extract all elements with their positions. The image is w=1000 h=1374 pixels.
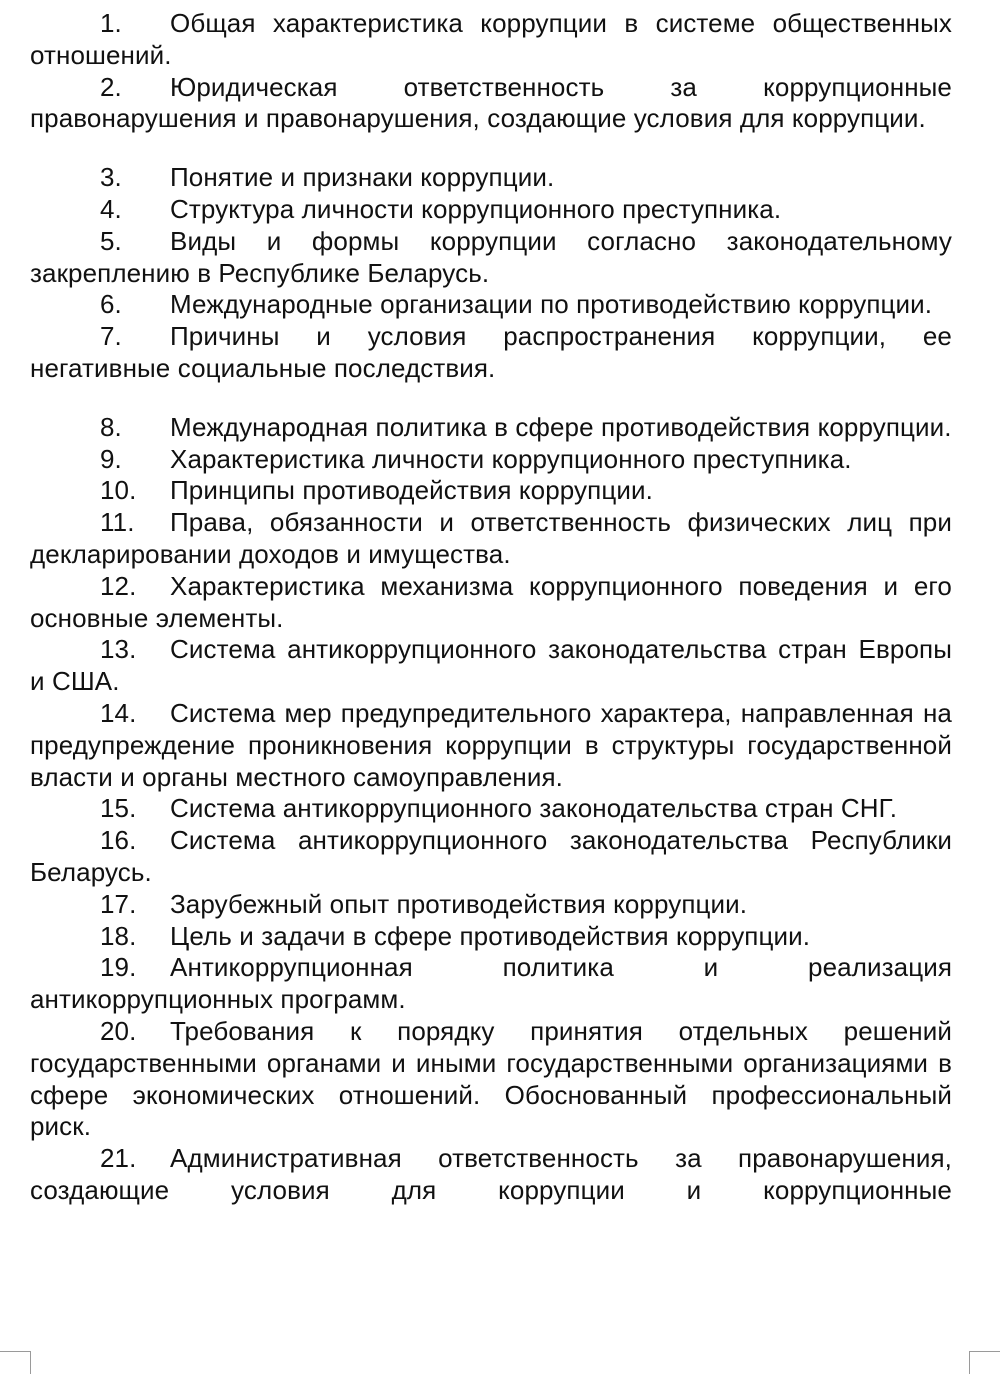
item-number: 9. <box>100 443 122 474</box>
item-text: Международные организации по противодействию коррупции. <box>170 289 933 320</box>
item-number: 19. <box>100 952 137 983</box>
list-item <box>30 571 952 635</box>
item-text: Система антикоррупционного законодательства стран Европы и США. <box>30 634 952 697</box>
item-number: 6. <box>100 289 122 320</box>
list-item <box>30 921 952 953</box>
item-text: Причины и условия распространения коррупции, ее негативные социальные последствия. <box>30 321 952 383</box>
item-number: 12. <box>100 570 137 601</box>
list-item <box>30 507 952 571</box>
item-number: 11. <box>100 507 135 538</box>
item-number: 4. <box>100 193 122 224</box>
item-text: Административная ответственность за правонарушения, создающие условия для коррупции и коррупционные <box>30 1143 952 1205</box>
item-number: 7. <box>100 321 122 352</box>
item-number: 5. <box>100 225 122 256</box>
item-text: Требования к порядку принятия отдельных решений государственными органами и иными государственными организациями в сфере экономических отношений. Обоснованный профессиональный риск. <box>30 1015 952 1142</box>
list-item <box>30 321 952 385</box>
list-item <box>30 194 952 226</box>
item-text: Характеристика механизма коррупционного поведения и его основные элементы. <box>30 570 952 633</box>
item-text: Международная политика в сфере противодействия коррупции. <box>170 411 952 442</box>
item-number: 8. <box>100 411 122 442</box>
list-item <box>30 793 952 825</box>
item-number: 21. <box>100 1143 137 1174</box>
item-text: Принципы противодействия коррупции. <box>170 475 653 506</box>
page-corner-mark-left <box>0 1351 31 1374</box>
question-list <box>30 8 952 1207</box>
item-text: Виды и формы коррупции согласно законодательному закреплению в Республике Беларусь. <box>30 225 952 288</box>
item-text: Понятие и признаки коррупции. <box>170 162 555 193</box>
list-item <box>30 1016 952 1143</box>
item-text: Характеристика личности коррупционного преступника. <box>170 443 852 474</box>
list-item <box>30 226 952 290</box>
list-item <box>30 825 952 889</box>
item-number: 15. <box>100 793 137 824</box>
item-text: Система антикоррупционного законодательства стран СНГ. <box>170 793 898 824</box>
list-item <box>30 412 952 444</box>
item-text: Система антикоррупционного законодательства Республики Беларусь. <box>30 825 952 887</box>
list-item <box>30 162 952 194</box>
item-number: 3. <box>100 162 122 193</box>
item-number: 13. <box>100 634 137 665</box>
item-number: 20. <box>100 1015 137 1046</box>
item-number: 14. <box>100 697 137 728</box>
list-item <box>30 475 952 507</box>
list-item <box>30 8 952 72</box>
list-item <box>30 1143 952 1207</box>
list-item <box>30 444 952 476</box>
list-item <box>30 289 952 321</box>
item-text: Антикоррупционная политика и реализация антикоррупционных программ. <box>30 952 952 1015</box>
list-item <box>30 634 952 698</box>
item-text: Цель и задачи в сфере противодействия коррупции. <box>170 920 811 951</box>
item-text: Общая характеристика коррупции в системе общественных отношений. <box>30 8 952 70</box>
item-number: 10. <box>100 475 137 506</box>
item-text: Юридическая ответственность за коррупционные правонарушения и правонарушения, создающие условия для коррупции. <box>30 71 952 134</box>
item-number: 17. <box>100 888 137 919</box>
list-item <box>30 698 952 793</box>
item-text: Система мер предупредительного характера, направленная на предупреждение проникновения коррупции в структуры государственной власти и органы местного самоуправления. <box>30 697 952 792</box>
item-number: 18. <box>100 920 137 951</box>
list-item <box>30 72 952 136</box>
list-item <box>30 952 952 1016</box>
item-text: Структура личности коррупционного преступника. <box>170 193 782 224</box>
item-text: Зарубежный опыт противодействия коррупции. <box>170 888 748 919</box>
item-number: 1. <box>100 8 122 38</box>
page-corner-mark-right <box>969 1351 1000 1374</box>
item-number: 16. <box>100 825 137 856</box>
item-number: 2. <box>100 71 122 102</box>
list-item <box>30 889 952 921</box>
item-text: Права, обязанности и ответственность физических лиц при декларировании доходов и имущества. <box>30 507 952 569</box>
